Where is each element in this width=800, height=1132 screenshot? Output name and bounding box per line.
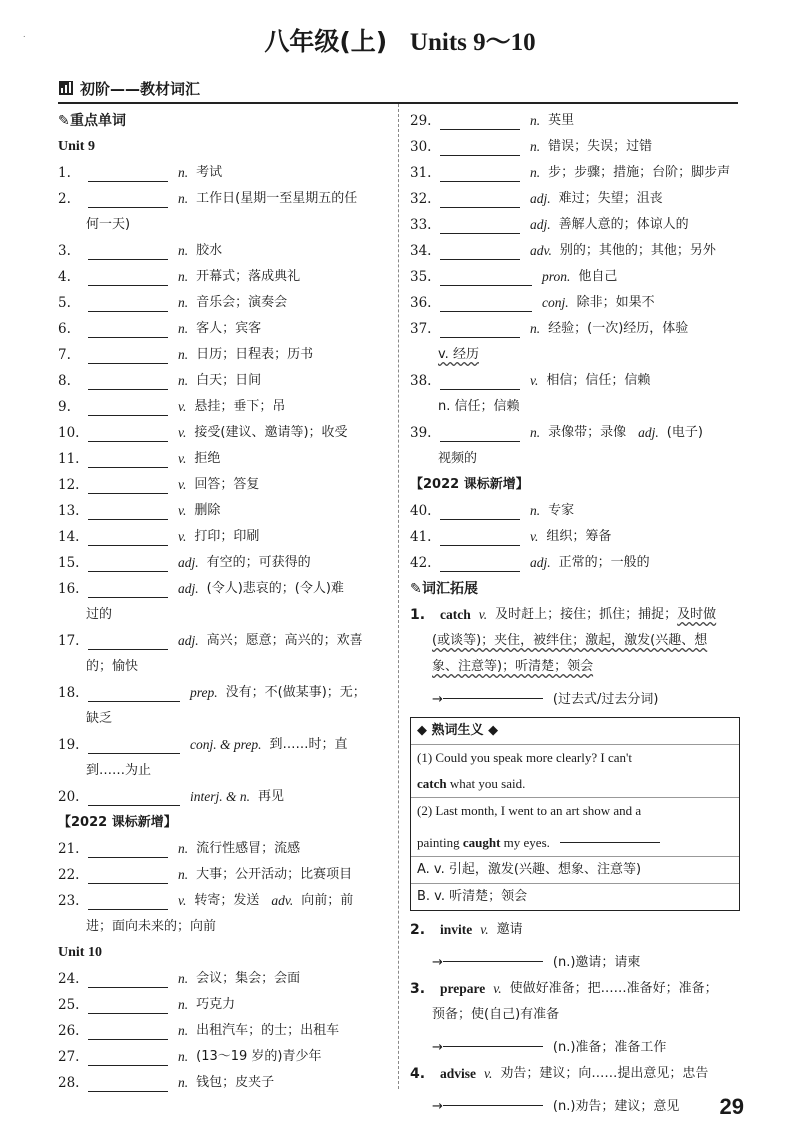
answer-blank[interactable]: [88, 345, 168, 364]
answer-blank[interactable]: [88, 371, 168, 390]
item-number: 40.: [410, 503, 432, 519]
answer-blank[interactable]: [88, 527, 168, 546]
new-words-tag-right: 【2022 课标新增】: [410, 477, 529, 492]
word-entry: [58, 992, 390, 1018]
word-entry: [410, 368, 740, 394]
part-of-speech: n.: [178, 373, 189, 388]
definition: 工作日(星期一至星期五的任: [196, 191, 358, 206]
answer-blank[interactable]: [88, 787, 180, 806]
part-of-speech: n.: [178, 321, 189, 336]
answer-blank[interactable]: [440, 553, 520, 572]
item-number: 19.: [58, 737, 80, 753]
word-entry: [58, 888, 390, 914]
part-of-speech: n.: [178, 295, 189, 310]
item-number: 27.: [58, 1049, 80, 1065]
word-entry: [58, 732, 390, 758]
answer-blank[interactable]: [440, 527, 520, 546]
polysemy-title: ◆ 熟词生义 ◆: [417, 723, 499, 738]
item-number: 3.: [58, 243, 71, 259]
answer-blank[interactable]: [88, 319, 168, 338]
word-entry: [410, 212, 740, 238]
item-number: 22.: [58, 867, 80, 883]
word-entry: [58, 290, 390, 316]
word-entry: [410, 186, 740, 212]
word-entry: [58, 576, 390, 602]
invite-entry: 2. invite v. 邀请: [410, 922, 523, 938]
answer-blank[interactable]: [440, 423, 520, 442]
part-of-speech: n.: [178, 347, 189, 362]
part-of-speech: conj.: [542, 295, 569, 310]
sentence-1: (1) Could you speak more clearly? I can't catch what you said.: [411, 744, 739, 797]
item-number: 7.: [58, 347, 71, 363]
invite-blank-row: → (n.)邀请；请柬: [410, 943, 740, 976]
item-number: 37.: [410, 321, 432, 337]
item-number: 12.: [58, 477, 80, 493]
part-of-speech: adj.: [178, 633, 199, 648]
item-number: 1.: [58, 165, 71, 181]
part-of-speech: adj.: [178, 555, 199, 570]
answer-blank[interactable]: [440, 189, 520, 208]
definition: 接受(建议、邀请等)；收受: [194, 425, 348, 440]
answer-blank[interactable]: [440, 371, 520, 390]
item-number: 36.: [410, 295, 432, 311]
part-of-speech: prep.: [190, 685, 218, 700]
part-of-speech: adj.: [530, 191, 551, 206]
answer-blank[interactable]: [88, 501, 168, 520]
word-entry: [410, 160, 740, 186]
corner-mark: ˙: [22, 36, 27, 46]
answer-blank[interactable]: [560, 824, 660, 843]
definition: 钱包；皮夹子: [196, 1075, 275, 1090]
answer-blank[interactable]: [440, 501, 520, 520]
answer-blank[interactable]: [88, 397, 168, 416]
part-of-speech: adj.: [530, 217, 551, 232]
answer-blank[interactable]: [88, 241, 168, 260]
answer-blank[interactable]: [88, 995, 168, 1014]
answer-blank[interactable]: [88, 449, 168, 468]
definition: 胶水: [196, 243, 223, 258]
part-of-speech: adj.: [178, 581, 199, 596]
word-entry: [410, 264, 740, 290]
item-number: 42.: [410, 555, 432, 571]
definition: 白天；日间: [196, 373, 262, 388]
item-number: 34.: [410, 243, 432, 259]
part-of-speech: n.: [178, 269, 189, 284]
unit9-heading: Unit 9: [58, 139, 95, 154]
item-number: 28.: [58, 1075, 80, 1091]
item-number: 14.: [58, 529, 80, 545]
answer-blank[interactable]: [88, 293, 168, 312]
definition-2: (电子): [666, 425, 703, 440]
part-of-speech: n.: [178, 165, 189, 180]
part-of-speech: n.: [178, 971, 189, 986]
part-of-speech: n.: [178, 1023, 189, 1038]
definition: 拒绝: [194, 451, 221, 466]
item-number: 23.: [58, 893, 80, 909]
polysemy-box: [410, 717, 740, 911]
unit9-list: [58, 160, 390, 810]
option-a: A. v. 引起，激发(兴趣、想象、注意等): [411, 856, 739, 883]
pencil-icon: ✎: [410, 581, 422, 597]
definition: 考试: [196, 165, 223, 180]
page-title: [0, 22, 800, 58]
definition: 删除: [194, 503, 221, 518]
definition: 回答；答复: [194, 477, 260, 492]
definition: (令人)悲哀的；(令人)难: [206, 581, 344, 596]
word-entry: [58, 368, 390, 394]
definition-cont: v. 经历: [438, 347, 479, 362]
item-number: 9.: [58, 399, 71, 415]
definition: 经验；(一次)经历，体验: [548, 321, 689, 336]
word-entry: [410, 290, 740, 316]
definition: 错误；失误；过错: [548, 139, 653, 154]
answer-blank[interactable]: [88, 267, 168, 286]
answer-blank[interactable]: [88, 1021, 168, 1040]
item-number: 18.: [58, 685, 80, 701]
definition: 出租汽车；的士；出租车: [196, 1023, 340, 1038]
new-words-list-right: [410, 498, 740, 576]
vocab-ext-heading: ✎词汇拓展: [410, 576, 740, 602]
part-of-speech: n.: [178, 867, 189, 882]
definition-cont: 何一天): [86, 217, 131, 232]
answer-blank[interactable]: [88, 839, 168, 858]
answer-blank[interactable]: [88, 189, 168, 208]
answer-blank[interactable]: [88, 163, 168, 182]
item-number: 5.: [58, 295, 71, 311]
answer-blank[interactable]: [443, 680, 543, 699]
definition: 组织；筹备: [546, 529, 612, 544]
definition: 再见: [258, 789, 285, 804]
right-column: [410, 108, 740, 1120]
word-entry: [58, 862, 390, 888]
word-entry: [58, 498, 390, 524]
answer-blank[interactable]: [88, 735, 180, 754]
definition: 相信；信任；信赖: [546, 373, 651, 388]
item-number: 17.: [58, 633, 80, 649]
item-number: 25.: [58, 997, 80, 1013]
word-entry: [58, 836, 390, 862]
word-entry: [410, 108, 740, 134]
item-number: 35.: [410, 269, 432, 285]
definition: 客人；宾客: [196, 321, 262, 336]
definition: 巧克力: [196, 997, 236, 1012]
word-entry: [58, 316, 390, 342]
catch-line3: 象、注意等)；听清楚；领会: [432, 659, 594, 674]
definition-cont: 缺乏: [86, 711, 113, 726]
definition: 大事；公开活动；比赛项目: [196, 867, 353, 882]
part-of-speech: n.: [178, 1075, 189, 1090]
item-number: 8.: [58, 373, 71, 389]
unit10-heading: Unit 10: [58, 945, 102, 960]
catch-line2: (或谈等)；夹住，被绊住；激起，激发(兴趣、想: [432, 633, 708, 648]
sentence-2: (2) Last month, I went to an art show and a painting caught my eyes.: [411, 797, 739, 856]
part-of-speech: pron.: [542, 269, 571, 284]
word-entry: [58, 1044, 390, 1070]
item-number: 15.: [58, 555, 80, 571]
item-number: 24.: [58, 971, 80, 987]
answer-blank[interactable]: [440, 267, 532, 286]
item-number: 13.: [58, 503, 80, 519]
grade-title: 八年级(上): [264, 27, 388, 56]
word-entry: [58, 160, 390, 186]
part-of-speech: v.: [178, 529, 187, 544]
definition-cont: 视频的: [438, 451, 478, 466]
word-entry: [410, 316, 740, 342]
word-entry: [58, 186, 390, 212]
new-words-tag: 【2022 课标新增】: [58, 815, 177, 830]
part-of-speech: v.: [178, 893, 187, 908]
answer-blank[interactable]: [440, 215, 520, 234]
units-title: Units 9～10: [409, 29, 536, 56]
word-entry: [58, 420, 390, 446]
item-number: 33.: [410, 217, 432, 233]
item-number: 32.: [410, 191, 432, 207]
word-entry: [58, 446, 390, 472]
answer-blank[interactable]: [88, 631, 168, 650]
answer-blank[interactable]: [88, 865, 168, 884]
item-number: 6.: [58, 321, 71, 337]
part-of-speech-2: adv.: [271, 893, 294, 908]
item-number: 11.: [58, 451, 80, 467]
answer-blank[interactable]: [440, 111, 520, 130]
part-of-speech: v.: [178, 425, 187, 440]
unit10-list-left: [58, 966, 390, 1096]
word-entry: [58, 784, 390, 810]
advise-blank-row: → (n.)劝告；建议；意见: [410, 1087, 740, 1120]
answer-blank[interactable]: [88, 683, 180, 702]
catch-entry: 1. catch v. 及时赶上；接住；抓住；捕捉；及时做: [410, 607, 717, 623]
page-number: 29: [719, 1094, 744, 1119]
definition: 流行性感冒；流感: [196, 841, 301, 856]
part-of-speech: conj. & prep.: [190, 737, 262, 752]
answer-blank[interactable]: [88, 553, 168, 572]
item-number: 39.: [410, 425, 432, 441]
bar-chart-icon: [59, 81, 73, 95]
part-of-speech: n.: [530, 139, 541, 154]
part-of-speech: n.: [530, 503, 541, 518]
answer-blank[interactable]: [88, 1047, 168, 1066]
part-of-speech: v.: [530, 529, 539, 544]
definition: 没有；不(做某事)；无；: [225, 685, 366, 700]
prepare-cont: 预备；使(自己)有准备: [432, 1007, 560, 1022]
definition: 录像带；录像: [548, 425, 627, 440]
definition: 除非；如果不: [576, 295, 655, 310]
word-entry: [58, 628, 390, 654]
answer-blank[interactable]: [88, 475, 168, 494]
answer-blank[interactable]: [440, 163, 520, 182]
unit10-list-right: [410, 108, 740, 472]
definition: 会议；集会；会面: [196, 971, 301, 986]
answer-blank[interactable]: [88, 891, 168, 910]
word-entry: [410, 420, 740, 446]
answer-blank[interactable]: [88, 969, 168, 988]
item-number: 10.: [58, 425, 80, 441]
answer-blank[interactable]: [88, 1073, 168, 1092]
definition: 善解人意的；体谅人的: [558, 217, 689, 232]
word-entry: [58, 1018, 390, 1044]
answer-blank[interactable]: [440, 293, 532, 312]
left-column: [58, 108, 390, 1096]
word-entry: [58, 680, 390, 706]
item-number: 31.: [410, 165, 432, 181]
new-words-list: [58, 836, 390, 940]
definition: 转寄；发送: [194, 893, 260, 908]
advise-entry: 4. advise v. 劝告；建议；向……提出意见；忠告: [410, 1066, 709, 1082]
definition: 音乐会；演奏会: [196, 295, 288, 310]
item-number: 30.: [410, 139, 432, 155]
part-of-speech: v.: [178, 477, 187, 492]
word-entry: [58, 1070, 390, 1096]
part-of-speech: n.: [530, 165, 541, 180]
definition: 打印；印刷: [194, 529, 260, 544]
definition-cont: 的；愉快: [86, 659, 139, 674]
section-title: 初阶——教材词汇: [80, 80, 201, 98]
part-of-speech: v.: [178, 399, 187, 414]
part-of-speech: n.: [530, 113, 541, 128]
word-entry: [410, 134, 740, 160]
item-number: 38.: [410, 373, 432, 389]
word-entry: [410, 524, 740, 550]
answer-blank[interactable]: [443, 1028, 543, 1047]
item-number: 16.: [58, 581, 80, 597]
item-number: 21.: [58, 841, 80, 857]
definition-cont: n. 信任；信赖: [438, 399, 520, 414]
word-entry: [58, 966, 390, 992]
part-of-speech: adj.: [530, 555, 551, 570]
part-of-speech: v.: [178, 503, 187, 518]
item-number: 4.: [58, 269, 71, 285]
word-entry: [58, 264, 390, 290]
definition-cont: 过的: [86, 607, 113, 622]
word-entry: [58, 524, 390, 550]
prepare-blank-row: → (n.)准备；准备工作: [410, 1028, 740, 1061]
definition: 到……时；直: [269, 737, 348, 752]
word-entry: [58, 238, 390, 264]
definition: 难过；失望；沮丧: [558, 191, 663, 206]
option-b: B. v. 听清楚；领会: [411, 883, 739, 910]
item-number: 41.: [410, 529, 432, 545]
answer-blank[interactable]: [88, 579, 168, 598]
part-of-speech: v.: [530, 373, 539, 388]
word-entry: [410, 550, 740, 576]
definition: 专家: [548, 503, 575, 518]
definition: 日历；日程表；历书: [196, 347, 314, 362]
answer-blank[interactable]: [443, 943, 543, 962]
section-header: [58, 78, 738, 104]
item-number: 26.: [58, 1023, 80, 1039]
part-of-speech-2: adj.: [638, 425, 659, 440]
key-words-heading: ✎重点单词: [58, 108, 390, 134]
part-of-speech: n.: [178, 1049, 189, 1064]
part-of-speech: n.: [530, 321, 541, 336]
part-of-speech: v.: [178, 451, 187, 466]
word-entry: [58, 394, 390, 420]
definition: 英里: [548, 113, 575, 128]
item-number: 2.: [58, 191, 71, 207]
definition: 有空的；可获得的: [206, 555, 311, 570]
definition-cont: 到……为止: [86, 763, 152, 778]
definition: 他自己: [578, 269, 618, 284]
column-divider: [398, 104, 399, 1089]
catch-blank-row: → (过去式/过去分词): [410, 680, 740, 713]
definition-cont: 进；面向未来的；向前: [86, 919, 217, 934]
definition: 开幕式；落成典礼: [196, 269, 301, 284]
definition: 别的；其他的；其他；另外: [559, 243, 716, 258]
part-of-speech: n.: [178, 243, 189, 258]
answer-blank[interactable]: [443, 1087, 543, 1106]
item-number: 29.: [410, 113, 432, 129]
word-entry: [58, 342, 390, 368]
definition: (13～19 岁的)青少年: [196, 1049, 322, 1064]
item-number: 20.: [58, 789, 80, 805]
part-of-speech: n.: [178, 841, 189, 856]
word-entry: [410, 238, 740, 264]
definition-2: 向前；前: [301, 893, 354, 908]
answer-blank[interactable]: [88, 423, 168, 442]
definition: 步；步骤；措施；台阶；脚步声: [548, 165, 731, 180]
definition: 正常的；一般的: [558, 555, 650, 570]
answer-blank[interactable]: [440, 241, 520, 260]
word-entry: [58, 472, 390, 498]
prepare-entry: 3. prepare v. 使做好准备；把……准备好；准备；: [410, 981, 718, 997]
part-of-speech: n.: [178, 191, 189, 206]
pencil-icon: ✎: [58, 113, 70, 129]
definition: 高兴；愿意；高兴的；欢喜: [206, 633, 363, 648]
answer-blank[interactable]: [440, 319, 520, 338]
definition: 悬挂；垂下；吊: [194, 399, 286, 414]
part-of-speech: adv.: [530, 243, 552, 258]
word-entry: [58, 550, 390, 576]
word-entry: [410, 498, 740, 524]
part-of-speech: n.: [178, 997, 189, 1012]
part-of-speech: interj. & n.: [190, 789, 250, 804]
part-of-speech: n.: [530, 425, 541, 440]
answer-blank[interactable]: [440, 137, 520, 156]
